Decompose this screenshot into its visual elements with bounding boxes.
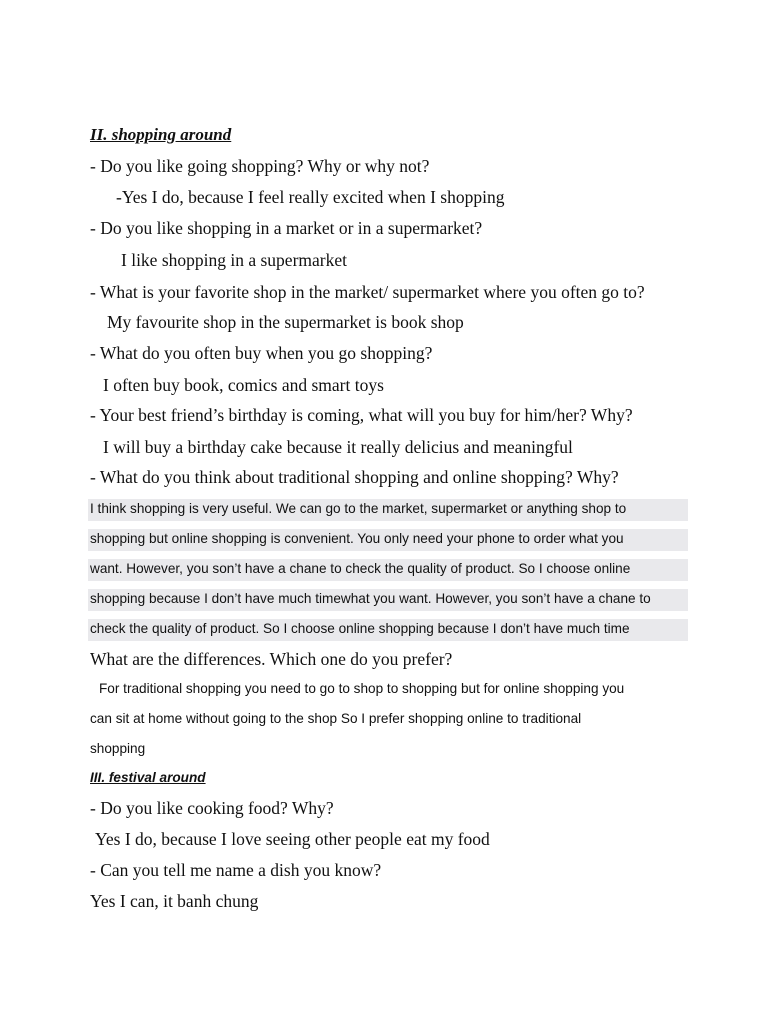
answer-line: can sit at home without going to the shop So I prefer shopping online to traditional bbox=[90, 711, 582, 726]
answer-line: I will buy a birthday cake because it really delicius and meaningful bbox=[103, 437, 573, 457]
question-line: - What do you often buy when you go shopping? bbox=[90, 343, 433, 363]
highlighted-answer-line: shopping but online shopping is convenient. You only need your phone to order what you bbox=[90, 531, 624, 546]
answer-line: Yes I can, it banh chung bbox=[90, 891, 259, 911]
answer-line: -Yes I do, because I feel really excited when I shopping bbox=[116, 187, 505, 207]
highlighted-answer-line: check the quality of product. So I choose online shopping because I don’t have much time bbox=[90, 621, 630, 636]
question-line: What are the differences. Which one do you prefer? bbox=[90, 649, 453, 669]
question-line: - Your best friend’s birthday is coming, what will you buy for him/her? Why? bbox=[90, 405, 633, 425]
answer-line: My favourite shop in the supermarket is book shop bbox=[107, 312, 464, 332]
question-line: - What is your favorite shop in the market/ supermarket where you often go to? bbox=[90, 282, 645, 302]
section-heading-shopping: II. shopping around bbox=[90, 125, 232, 144]
answer-line: shopping bbox=[90, 741, 146, 756]
question-line: - Do you like shopping in a market or in a supermarket? bbox=[90, 218, 483, 238]
highlighted-answer-line: shopping because I don’t have much timewhat you want. However, you son’t have a chane to bbox=[90, 591, 651, 606]
question-line: - Do you like cooking food? Why? bbox=[90, 798, 334, 818]
highlighted-answer-line: want. However, you son’t have a chane to check the quality of product. So I choose online bbox=[90, 561, 631, 576]
answer-line: Yes I do, because I love seeing other people eat my food bbox=[95, 829, 490, 849]
answer-line: For traditional shopping you need to go to shop to shopping but for online shopping you bbox=[99, 681, 625, 696]
question-line: - Can you tell me name a dish you know? bbox=[90, 860, 382, 880]
section-heading-festival: III. festival around bbox=[90, 770, 206, 785]
highlighted-answer-line: I think shopping is very useful. We can go to the market, supermarket or anything shop to bbox=[90, 501, 627, 516]
answer-line: I often buy book, comics and smart toys bbox=[103, 375, 384, 395]
answer-line: I like shopping in a supermarket bbox=[121, 250, 347, 270]
question-line: - Do you like going shopping? Why or why not? bbox=[90, 156, 430, 176]
question-line: - What do you think about traditional shopping and online shopping? Why? bbox=[90, 467, 619, 487]
